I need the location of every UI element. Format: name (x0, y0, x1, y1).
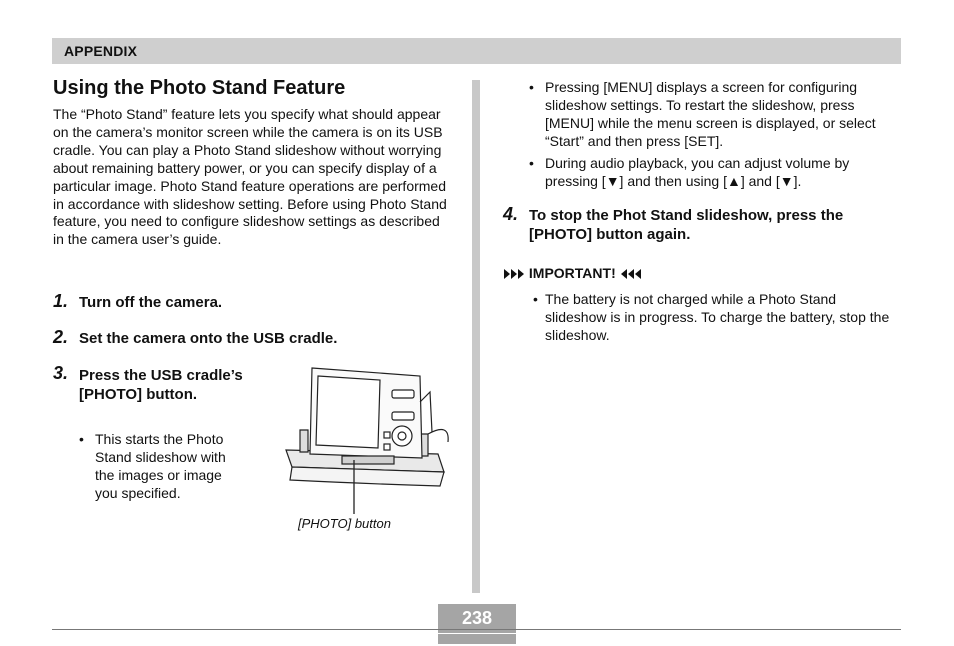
page-title: Using the Photo Stand Feature (53, 77, 346, 99)
step-number: 4. (503, 204, 519, 224)
bullet-dot: • (533, 291, 538, 307)
right-bullet-2 (529, 154, 895, 190)
important-heading (503, 265, 642, 281)
bullet-text: Pressing [MENU] displays a screen for configuring slideshow settings. To restart the slideshow, press [MENU] while the menu screen is displayed, or select “Start” and then press [SET]. (545, 79, 876, 149)
step-number: 1. (53, 291, 69, 311)
step-2 (53, 328, 337, 348)
step-3 (53, 363, 243, 403)
important-bullet (533, 290, 900, 344)
step-text: To stop the Phot Stand slideshow, press the [PHOTO] button again. (529, 207, 844, 243)
section-label: APPENDIX (64, 43, 138, 59)
step-4 (503, 204, 893, 243)
footer-rule (52, 629, 901, 630)
right-bullet-1 (529, 78, 895, 150)
step-text: Set the camera onto the USB cradle. (79, 330, 338, 347)
page-number: 238 (438, 604, 516, 644)
important-left-icon (503, 268, 525, 280)
step-text: Press the USB cradle’s [PHOTO] button. (79, 367, 243, 403)
usb-cradle-camera-illustration (280, 362, 455, 517)
step-number: 2. (53, 327, 69, 347)
important-text: The battery is not charged while a Photo Stand slideshow is in progress. To charge the battery, stop the slideshow. (545, 291, 890, 343)
bullet-dot: • (529, 79, 534, 95)
step-3-bullet (79, 430, 245, 502)
column-divider (472, 80, 480, 593)
bullet-dot: • (529, 155, 534, 171)
step-1 (53, 292, 222, 312)
important-label: IMPORTANT! (528, 265, 616, 281)
bullet-dot: • (79, 431, 84, 447)
section-header-bar (52, 38, 901, 64)
bullet-text: During audio playback, you can adjust volume by pressing [▼] and then using [▲] and [▼]. (545, 155, 850, 189)
figure-caption: [PHOTO] button (298, 516, 391, 531)
intro-paragraph: The “Photo Stand” feature lets you specify what should appear on the camera’s monitor screen while the camera is on its USB cradle. You can play a Photo Stand slideshow without worrying about remaining battery power, or you can specify display of a particular image. Photo Stand feature operations are performed in accordance with slideshow setting. Before using Photo Stand feature, you need to configure slideshow settings as described in the camera user’s guide. (53, 106, 447, 248)
step-number: 3. (53, 363, 69, 383)
important-right-icon (620, 268, 642, 280)
step-text: Turn off the camera. (79, 294, 223, 311)
bullet-text: This starts the Photo Stand slideshow with the images or image you specified. (95, 431, 226, 501)
